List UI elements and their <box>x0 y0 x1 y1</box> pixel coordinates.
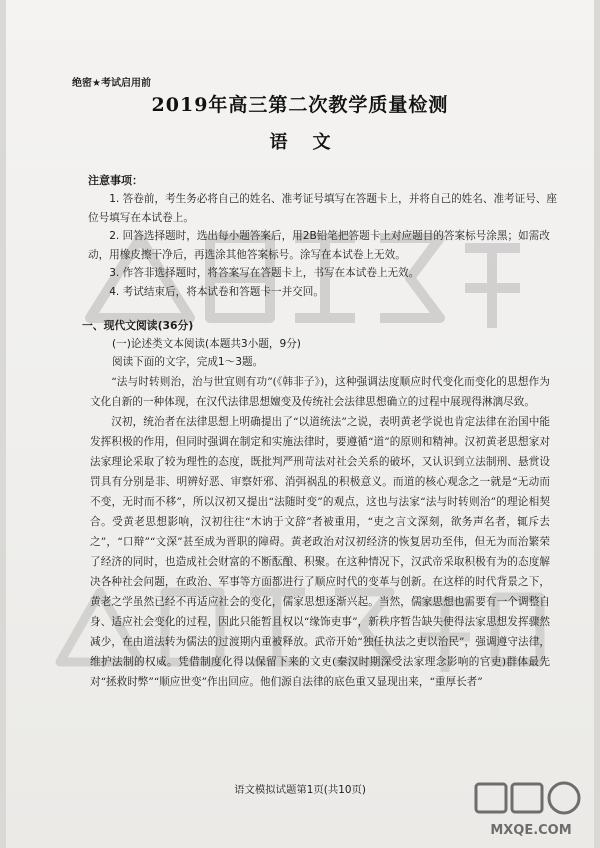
subsection-title: (一)论述类文本阅读(本题共3小题，9分) <box>112 338 301 350</box>
page-footer: 语文模拟试题第1页(共10页) <box>234 784 366 796</box>
secret-label: 绝密★考试启用前 <box>72 78 151 89</box>
notice-item: 1. 答卷前，考生务必将自己的姓名、准考证号填写在答题卡上，并将自己的姓名、准考证号、座位号填写在本试卷上。 <box>88 193 558 224</box>
notice-heading: 注意事项： <box>88 174 143 187</box>
subject-title: 语 文 <box>269 132 331 153</box>
section-title: 一、现代文阅读(36分) <box>82 319 194 332</box>
notice-item: 2. 回答选择题时，选出每小题答案后，用2B铅笔把答题卡上对应题目的答案标号涂黑；如需改动，用橡皮擦干净后，再选涂其他答案标号。涂写在本试卷上无效。 <box>88 230 550 261</box>
svg-text:MXQE.COM: MXQE.COM <box>490 823 572 838</box>
reading-instruction: 阅读下面的文字，完成1～3题。 <box>112 356 264 368</box>
reading-passage <box>90 372 550 692</box>
passage-paragraph: 汉初，统治者在法律思想上明确提出了“以道统法”之说，表明黄老学说也肯定法律在治国中能发挥积极的作用，但同时强调在制定和实施法律时，要遵循“道”的原则和精神。汉初黄老思想家对法家理论采取了较为理性的态度，既批判严刑苛法对社会关系的破坏，又认识到立法制刑、悬赏设罚具有分别是非、明辨好恶、审察奸邪、消弭祸乱的积极意义。而道的核心观念之一就是“无动而不变，无时而不移”，所以汉初又提出“法随时变”的观点，这也与法家“法与时转则治”的理论相契合。受黄老思想影响，汉初往往“木讷于文辞”者被重用，“吏之言文深刻，欲务声名者，辄斥去之”，“口辩”“文深”甚至成为晋职的障碍。黄老政治对汉初经济的恢复居功至伟，但无为而治繁荣了经济的同时，也造成社会财富的不断酝酿、积聚。在这种情况下，汉武帝采取积极有为的态度解决各种社会问题，在政治、军事等方面都进行了顺应时代的变革与创新。在这样的时代背景之下，黄老之学虽然已经不再适应社会的变化，儒家思想逐渐兴起。当然，儒家思想也需要有一个调整自身、适应社会变化的过程，因此只能暂且权以“缘饰吏事”，新秩序暂告缺失使得法家思想发挥骤然减少，在由道法转为儒法的过渡期内重被释放。武帝开始“独任执法之吏以治民”，强调遵守法律，维护法制的权威。凭借制度化得以保留下来的文吏(秦汉时期深受法家理念影响的官吏)群体最先对“拯救时弊”“顺应世变”作出回应。他们源自法律的底色重又显现出来，“重厚长者” <box>90 416 550 688</box>
notice-item: 4. 考试结束后，将本试卷和答题卡一并交回。 <box>109 285 324 298</box>
passage-paragraph: “法与时转则治，治与世宜则有功”(《韩非子》)，这种强调法度顺应时代变化而变化的思想作为文化自新的一种体现，在汉代法律思想嬗变及传统社会法律思想确立的过程中展现得淋漓尽致。 <box>90 376 550 408</box>
notice-list <box>88 190 558 302</box>
exam-title: 2019年高三第二次教学质量检测 <box>151 94 449 116</box>
answer-site-logo <box>472 780 590 842</box>
notice-item: 3. 作答非选择题时，将答案写在答题卡上，书写在本试卷上无效。 <box>109 267 420 280</box>
